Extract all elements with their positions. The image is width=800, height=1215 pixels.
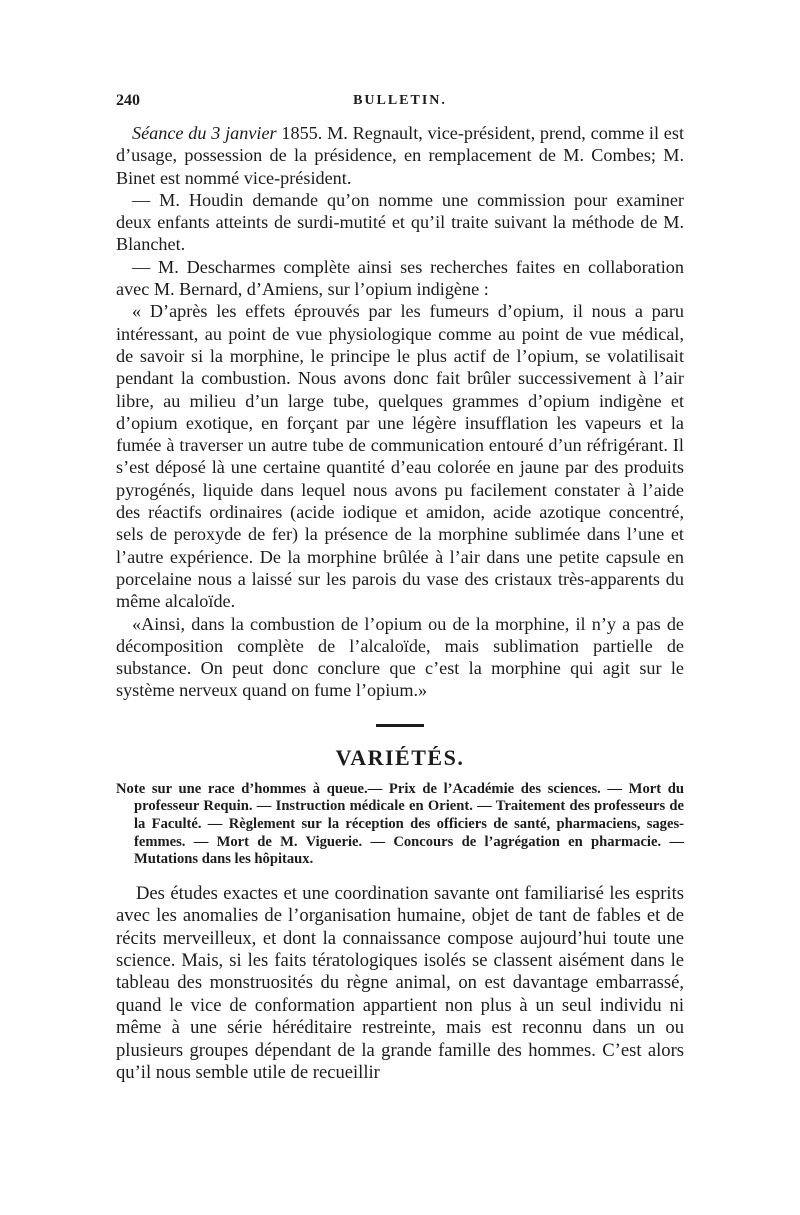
varietes-body: Des études exactes et une coordination savante ont familiarisé les esprits avec les anomalies de l’organisation humaine, objet de tant de fables et de récits merveilleux, et dont la connaissance compose aujourd’hui toute une science. Mais, si les faits tératologiques isolés se classent aisément dans le tableau des monstruosités du règne animal, on est davantage embarrassé, quand le vice de conformation appartient non plus à un seul individu ni même à une série héréditaire restreinte, mais est reconnu dans un ou plusieurs groupes dépendant de la grande famille des hommes. C’est alors qu’il nous semble utile de recueillir	[116, 882, 684, 1083]
paragraph-descharmes: — M. Descharmes complète ainsi ses recherches faites en collaboration avec M. Bernard, d’Amiens, sur l’opium indigène :	[116, 256, 684, 300]
paragraph-quote-opium: « D’après les effets éprouvés par les fumeurs d’opium, il nous a paru intéressant, au point de vue physiologique comme au point de vue médical, de savoir si la morphine, le principe le plus actif de l’opium, se volatilisait pendant la combustion. Nous avons donc fait brûler successivement à l’air libre, au milieu d’un large tube, quelques grammes d’opium indigène et d’opium exotique, en forçant par une légère insufflation les vapeurs et la fumée à traverser un autre tube de communication entouré d’un réfrigérant. Il s’est déposé là une certaine quantité d’eau colorée en jaune par des produits pyrogénés, liquide dans lequel nous avons pu facilement constater à l’aide des réactifs ordinaires (acide iodique et amidon, acide azotique concentré, sels de peroxyde de fer) la présence de la morphine sublimée dans l’une et l’autre expérience. De la morphine brûlée à l’air dans une petite capsule en porcelaine nous a laissé sur les parois du vase des cristaux très-apparents du même alcaloïde.	[116, 301, 684, 612]
seance-date: Séance du 3 janvier	[132, 123, 277, 143]
section-divider	[376, 724, 424, 727]
page	[116, 92, 684, 1084]
paragraph-houdin: — M. Houdin demande qu’on nomme une commission pour examiner deux enfants atteints de surdi-mutité et qu’il traite suivant la méthode de M. Blanchet.	[116, 189, 684, 255]
varietes-summary: Note sur une race d’hommes à queue.— Prix de l’Académie des sciences. — Mort du professeur Requin. — Instruction médicale en Orient. — Traitement des professeurs de la Faculté. — Règlement sur la réception des officiers de santé, pharmaciens, sages-femmes. — Mort de M. Viguerie. — Concours de l’agrégation en pharmacie. — Mutations dans les hôpitaux.	[116, 780, 684, 868]
running-title: BULLETIN.	[353, 93, 447, 108]
paragraph-quote-conclusion: «Ainsi, dans la combustion de l’opium ou de la morphine, il n’y a pas de décomposition complète de l’alcaloïde, mais sublimation partielle de substance. On peut donc conclure que c’est la morphine qui agit sur le système nerveux quand on fume l’opium.»	[116, 613, 684, 701]
seance-text: 1855. M. Regnault, vice-président, prend, comme il est d’usage, possession de la présidence, en remplacement de M. Combes; M. Binet est nommé vice-président.	[116, 123, 685, 188]
running-head	[116, 92, 684, 122]
page-number: 240	[116, 92, 140, 109]
section-title-varietes: VARIÉTÉS.	[335, 744, 465, 770]
paragraph-seance	[116, 122, 684, 189]
